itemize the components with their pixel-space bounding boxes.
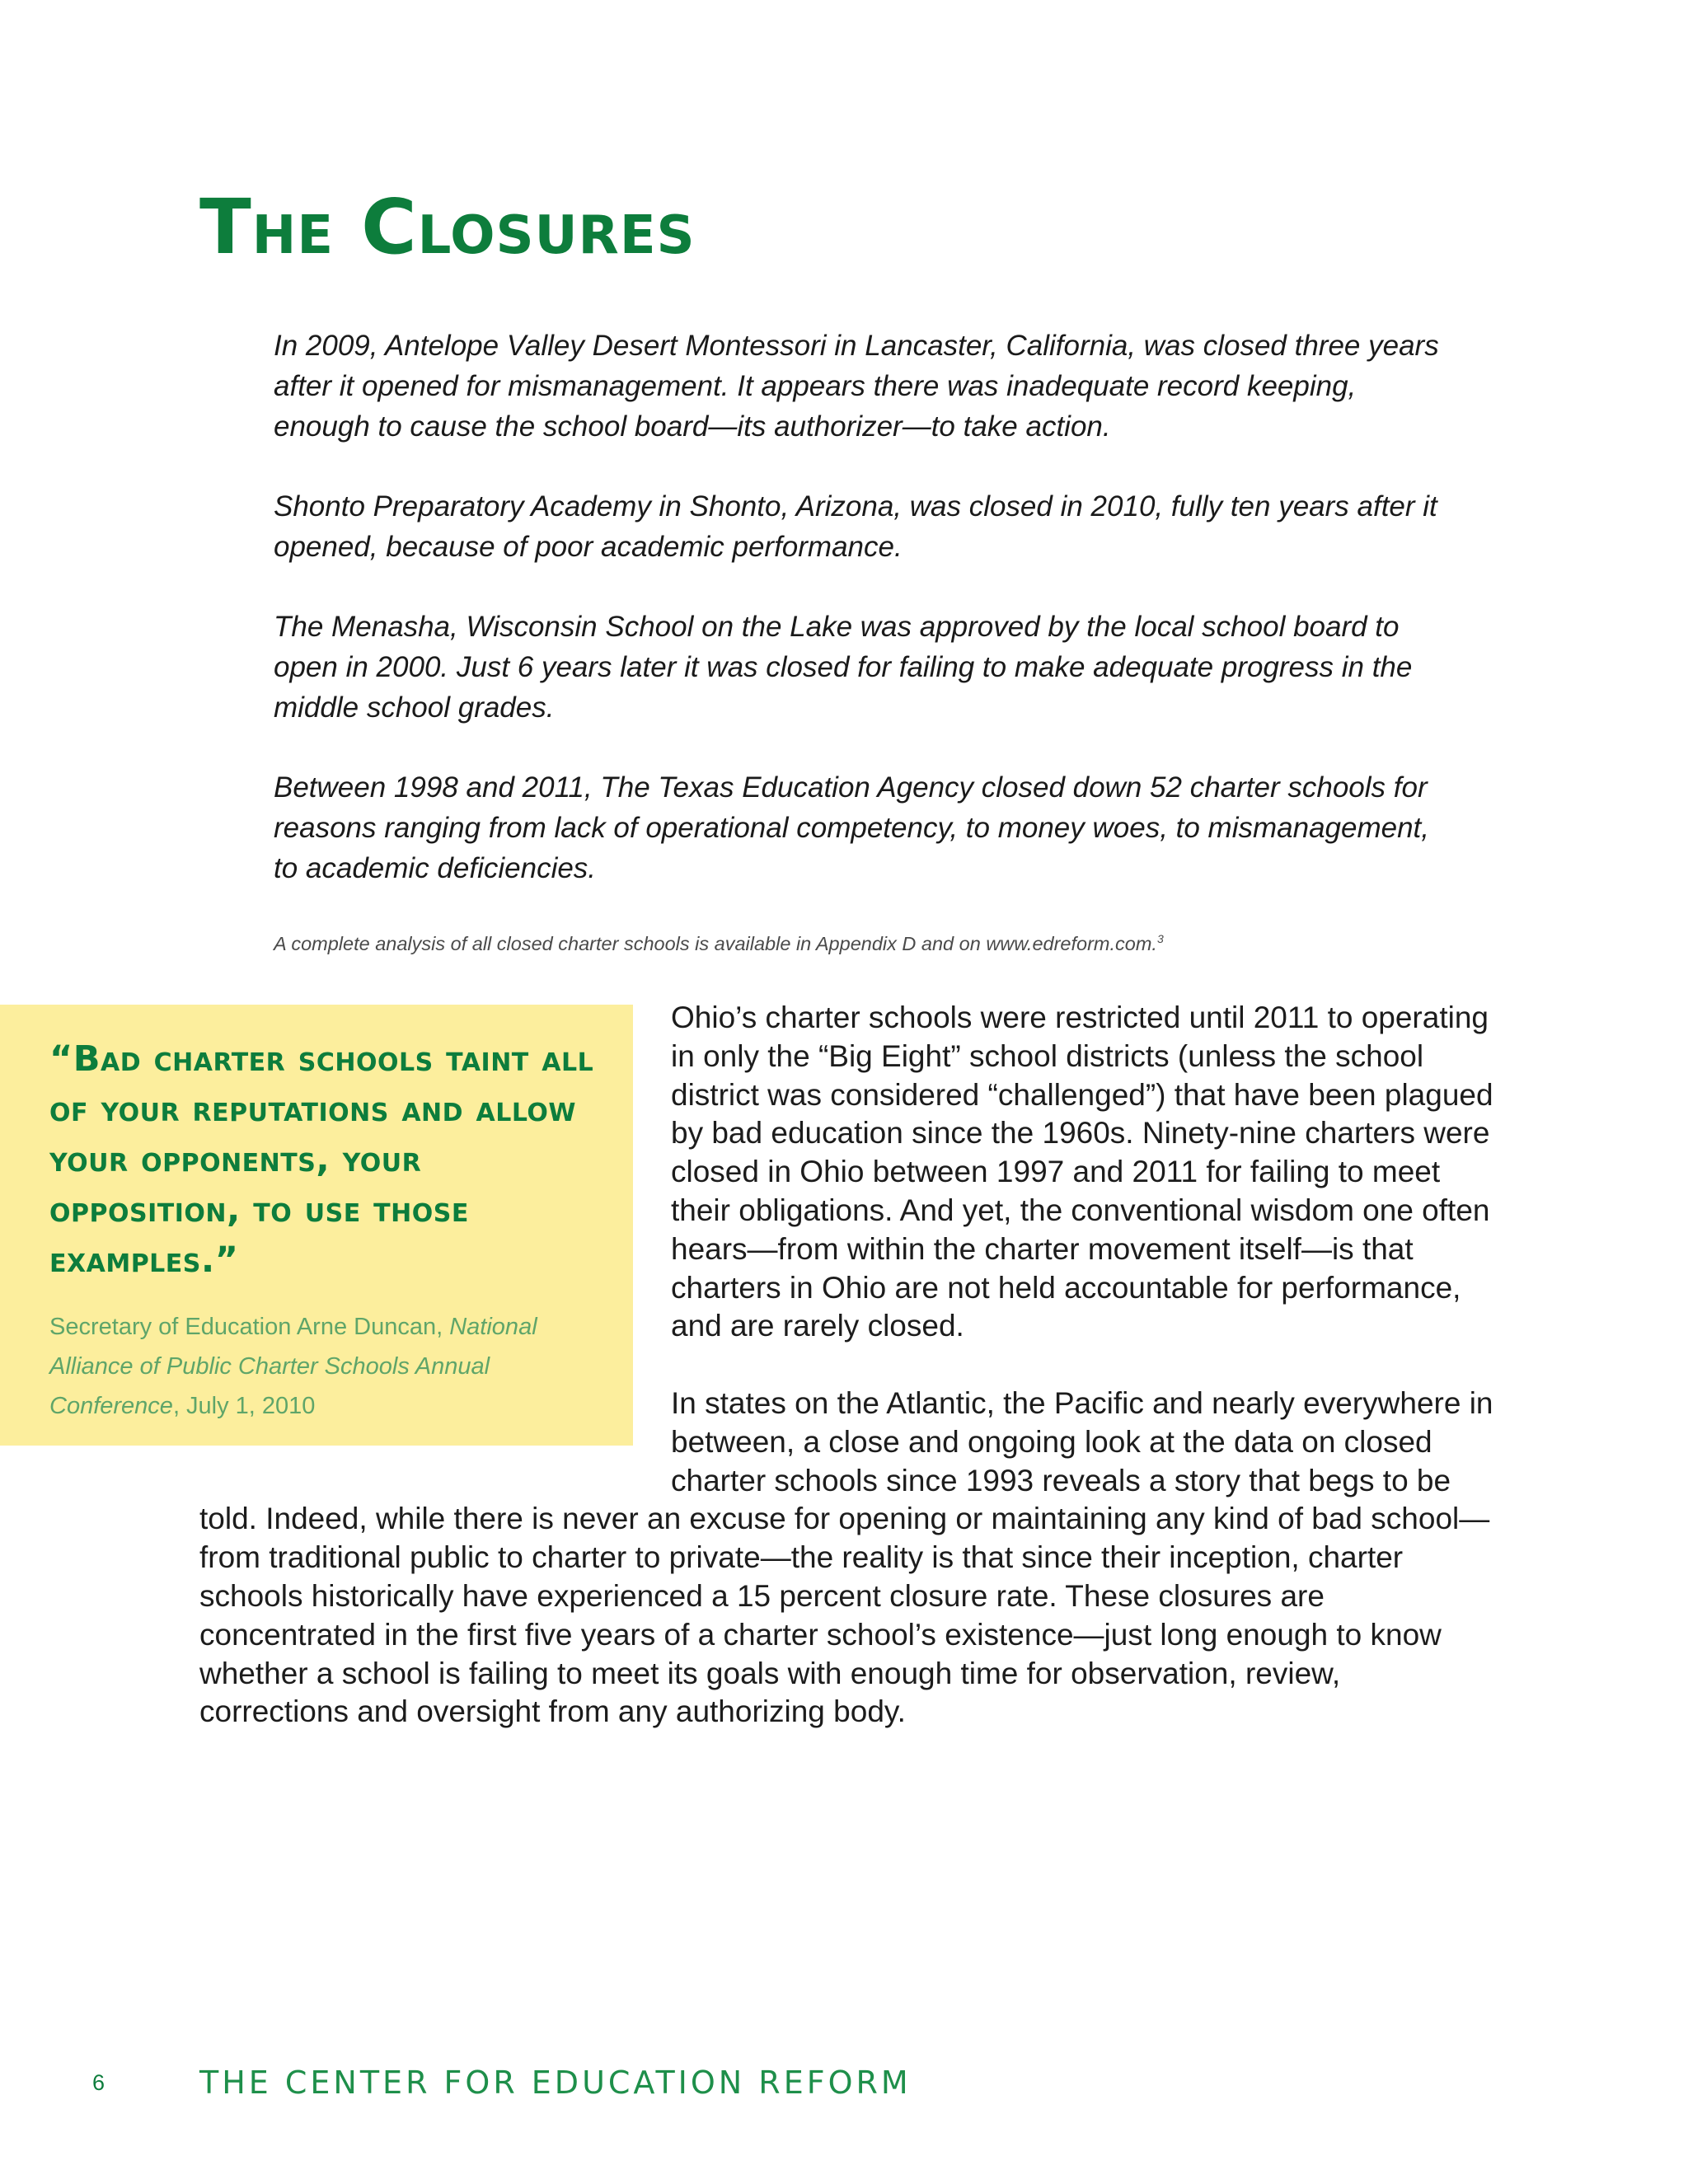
case-antelope-valley: In 2009, Antelope Valley Desert Montessori in Lancaster, California, was closed three years after it opened for mismanagement. It appears there was inadequate record keeping, enough to cause the school board—its authorizer—to take action. [274, 330, 1439, 443]
case-menasha: The Menasha, Wisconsin School on the Lake was approved by the local school board to open in 2000. Just 6 years later it was closed for failing to make adequate progress in the middle school grades. [274, 611, 1413, 724]
page-number: 6 [92, 2070, 106, 2095]
body-paragraph-ohio: Ohio’s charter schools were restricted until 2011 to operating in only the “Big Eight” school districts (unless the school district was considered “challenged”) that have been plagued by bad education since the 1960s. Ninety-nine charters were closed in Ohio between 1997 and 2011 for failing to meet their obligations. And yet, the conventional wisdom one often hears—from within the charter movement itself—is that charters in Ohio are not held accountable for performance, and are rarely closed. [671, 1001, 1493, 1343]
organization-footer: THE CENTER FOR EDUCATION REFORM [199, 2064, 912, 2101]
page-title: The Closures [199, 183, 696, 271]
case-examples [274, 326, 1444, 928]
pull-quote-box [0, 1005, 633, 1446]
case-texas: Between 1998 and 2011, The Texas Education Agency closed down 52 charter schools for reasons ranging from lack of operational competency, to money woes, to mismanagement, to academic deficiencies. [274, 771, 1429, 884]
attribution-speaker: Secretary of Education Arne Duncan, [49, 1314, 450, 1340]
body-paragraph-closure-rate: In states on the Atlantic, the Pacific and nearly everywhere in between, a close and ongoing look at the data on closed charter schools since 1993 reveals a story that begs to be told. Indeed, while there is never an excuse for opening or maintaining any kind of bad school—from traditional public to charter to private—the reality is that since their inception, charter schools historically have experienced a 15 percent closure rate. These closures are concentrated in the first five years of a charter school’s existence—just long enough to know whether a school is failing to meet its goals with enough time for observation, review, corrections and oversight from any authorizing body. [199, 1385, 1493, 1729]
attribution-date: , July 1, 2010 [172, 1393, 316, 1419]
pull-quote: “Bad charter schools taint all of your reputations and allow your opponents, your opposition, to use those examples.” [49, 1038, 594, 1281]
footnote-reference: 3 [1156, 932, 1164, 946]
case-shonto: Shonto Preparatory Academy in Shonto, Arizona, was closed in 2010, fully ten years after it opened, because of poor academic performance. [274, 490, 1437, 563]
attribution-event: National Alliance of Public Charter Schools Annual Conference [49, 1314, 537, 1419]
appendix-note [274, 931, 1428, 956]
appendix-note-text: A complete analysis of all closed charter schools is available in Appendix D and on www.edreform.com. [274, 933, 1157, 954]
quote-attribution [49, 1307, 600, 1426]
